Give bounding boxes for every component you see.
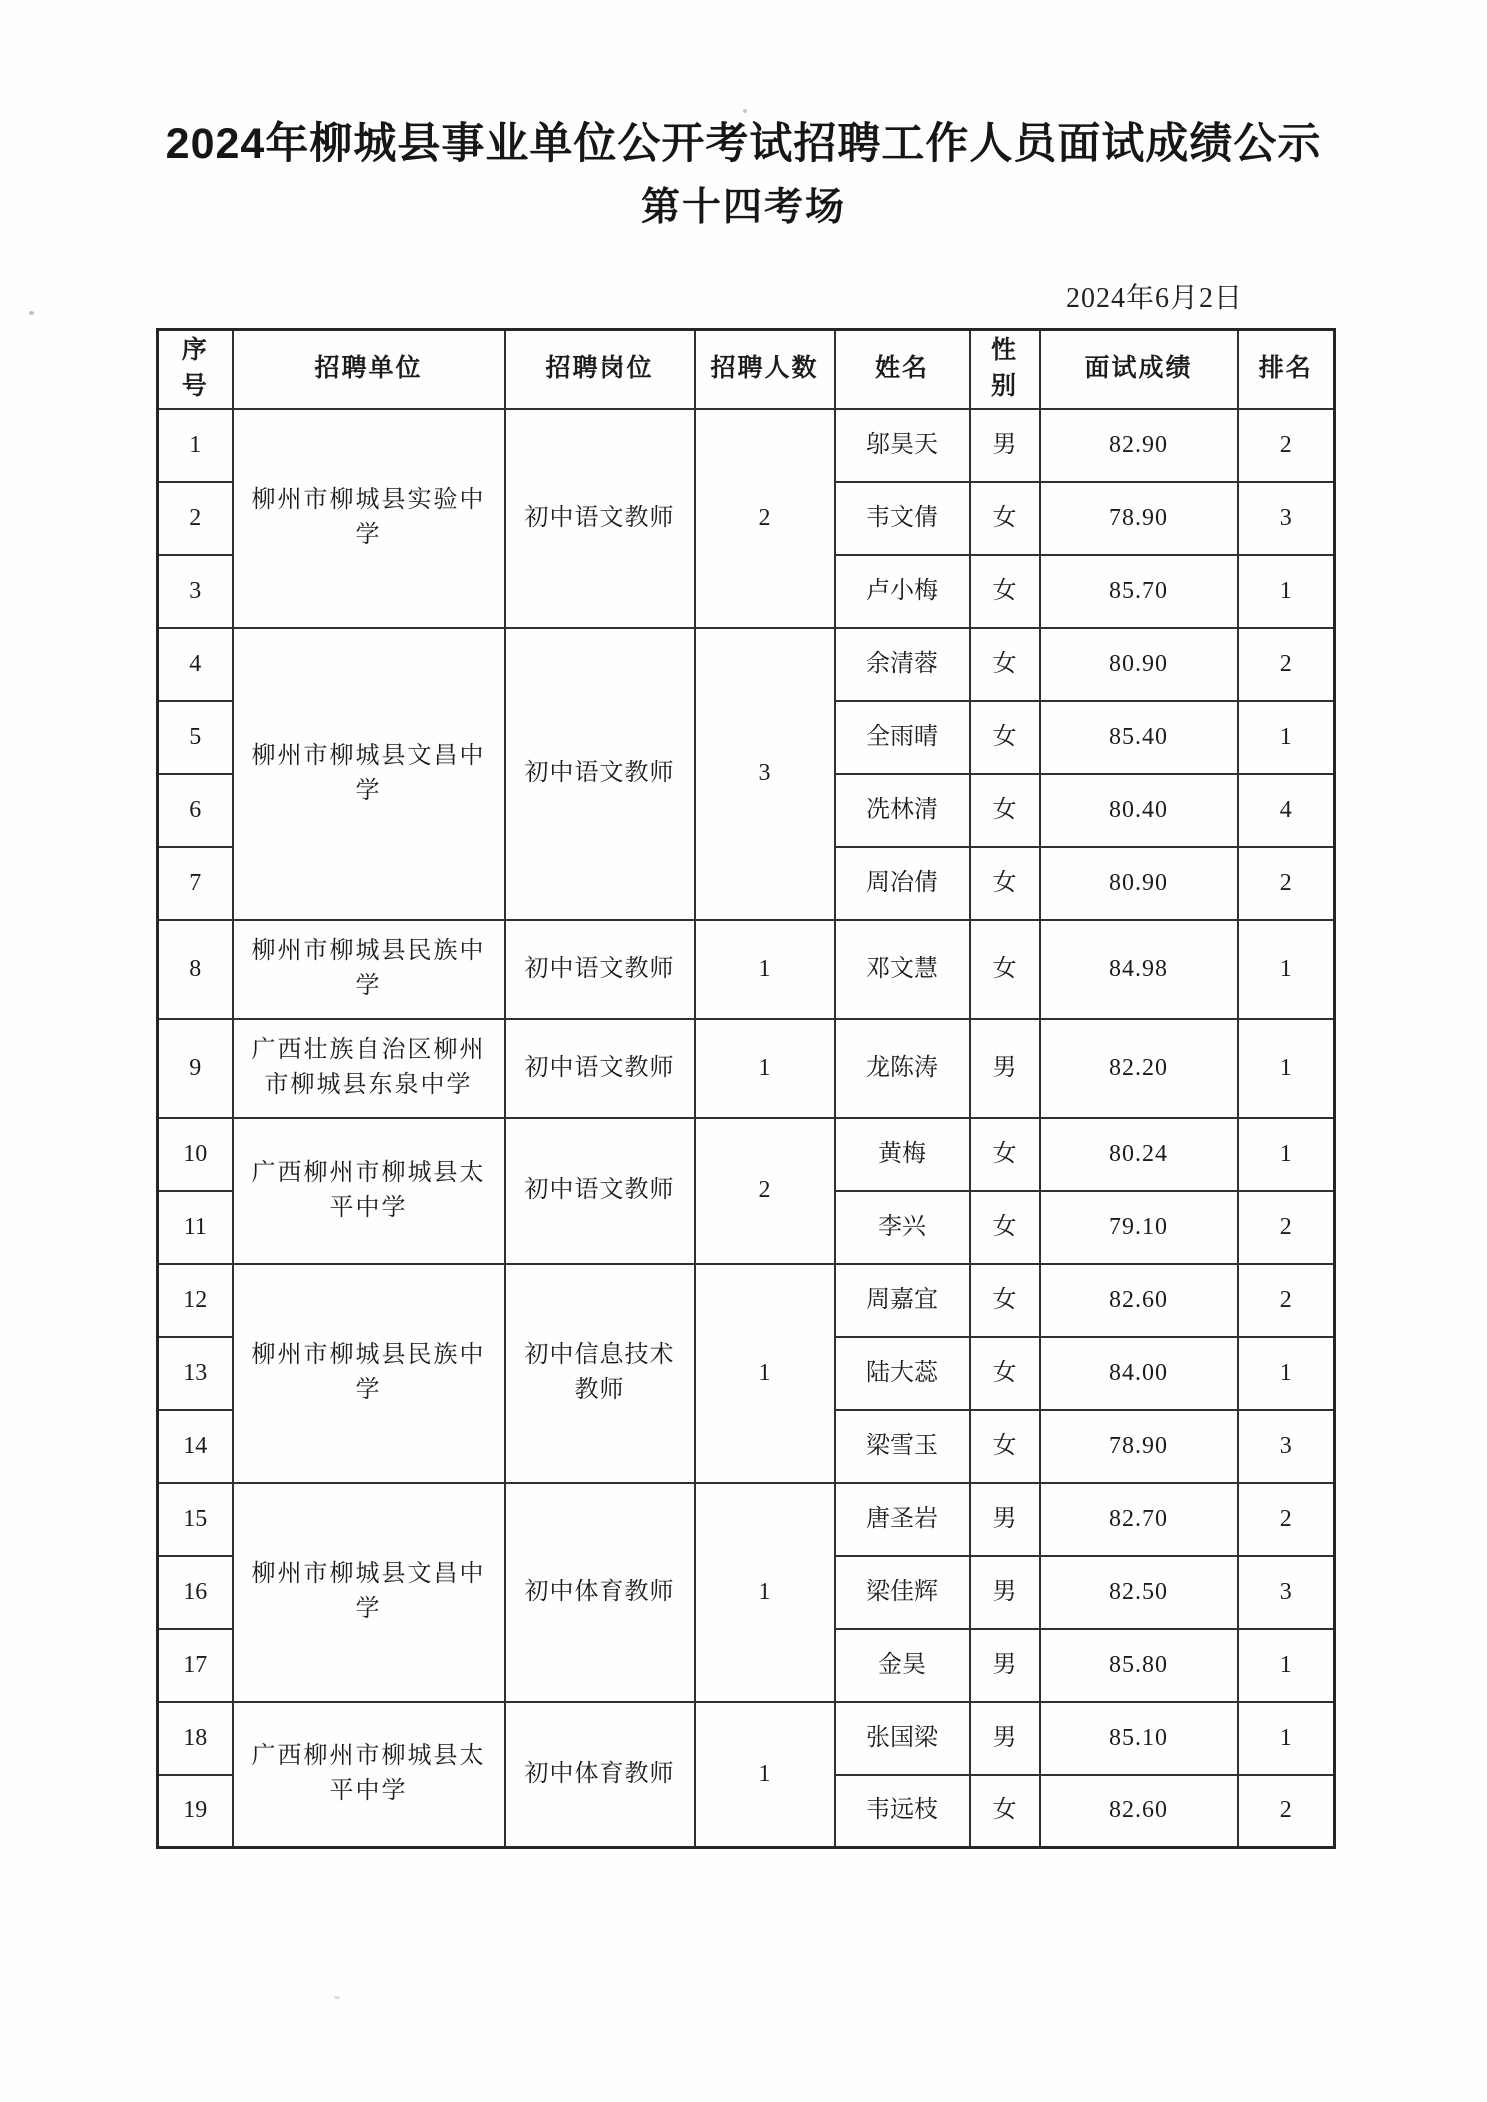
cell-interview-score: 82.70 bbox=[1040, 1483, 1238, 1556]
cell-position: 初中语文教师 bbox=[505, 1118, 695, 1264]
cell-rank: 1 bbox=[1238, 920, 1335, 1019]
table-row bbox=[158, 628, 1335, 701]
cell-serial-number: 12 bbox=[158, 1264, 233, 1337]
cell-recruit-count: 1 bbox=[695, 1019, 835, 1118]
cell-serial-number: 17 bbox=[158, 1629, 233, 1702]
cell-candidate-name: 周冶倩 bbox=[835, 847, 970, 920]
cell-interview-score: 85.10 bbox=[1040, 1702, 1238, 1775]
cell-serial-number: 1 bbox=[158, 409, 233, 482]
cell-gender: 男 bbox=[970, 1556, 1040, 1629]
cell-position: 初中语文教师 bbox=[505, 409, 695, 628]
cell-rank: 3 bbox=[1238, 1556, 1335, 1629]
scan-artifact bbox=[334, 1996, 340, 1999]
cell-interview-score: 82.60 bbox=[1040, 1775, 1238, 1848]
cell-serial-number: 7 bbox=[158, 847, 233, 920]
cell-serial-number: 5 bbox=[158, 701, 233, 774]
cell-candidate-name: 金昊 bbox=[835, 1629, 970, 1702]
cell-rank: 4 bbox=[1238, 774, 1335, 847]
cell-interview-score: 82.50 bbox=[1040, 1556, 1238, 1629]
table-row bbox=[158, 920, 1335, 1019]
cell-interview-score: 80.40 bbox=[1040, 774, 1238, 847]
cell-gender: 女 bbox=[970, 1410, 1040, 1483]
cell-position: 初中体育教师 bbox=[505, 1702, 695, 1848]
document-date: 2024年6月2日 bbox=[1065, 283, 1243, 314]
cell-serial-number: 2 bbox=[158, 482, 233, 555]
cell-recruiting-unit: 柳州市柳城县实验中学 bbox=[233, 409, 505, 628]
cell-serial-number: 18 bbox=[158, 1702, 233, 1775]
cell-position: 初中语文教师 bbox=[505, 920, 695, 1019]
cell-interview-score: 80.24 bbox=[1040, 1118, 1238, 1191]
header-cell-gender: 性别 bbox=[970, 330, 1040, 409]
cell-recruit-count: 2 bbox=[695, 409, 835, 628]
cell-gender: 女 bbox=[970, 1264, 1040, 1337]
cell-rank: 2 bbox=[1238, 1264, 1335, 1337]
table-row bbox=[158, 1019, 1335, 1118]
interview-score-table bbox=[156, 328, 1336, 1849]
cell-gender: 女 bbox=[970, 920, 1040, 1019]
cell-serial-number: 3 bbox=[158, 555, 233, 628]
cell-rank: 1 bbox=[1238, 1702, 1335, 1775]
cell-candidate-name: 余清蓉 bbox=[835, 628, 970, 701]
cell-position: 初中体育教师 bbox=[505, 1483, 695, 1702]
cell-recruiting-unit: 柳州市柳城县民族中学 bbox=[233, 920, 505, 1019]
table-row bbox=[158, 1483, 1335, 1556]
cell-serial-number: 10 bbox=[158, 1118, 233, 1191]
cell-candidate-name: 冼林清 bbox=[835, 774, 970, 847]
cell-rank: 2 bbox=[1238, 1191, 1335, 1264]
header-cell-rank: 排名 bbox=[1238, 330, 1335, 409]
scan-artifact bbox=[29, 311, 34, 315]
cell-position: 初中信息技术教师 bbox=[505, 1264, 695, 1483]
cell-rank: 1 bbox=[1238, 1118, 1335, 1191]
cell-rank: 1 bbox=[1238, 1019, 1335, 1118]
cell-interview-score: 80.90 bbox=[1040, 847, 1238, 920]
cell-recruiting-unit: 广西柳州市柳城县太平中学 bbox=[233, 1118, 505, 1264]
table-row bbox=[158, 1118, 1335, 1191]
cell-serial-number: 8 bbox=[158, 920, 233, 1019]
table-row bbox=[158, 1702, 1335, 1775]
cell-gender: 男 bbox=[970, 409, 1040, 482]
cell-rank: 2 bbox=[1238, 1483, 1335, 1556]
cell-gender: 女 bbox=[970, 774, 1040, 847]
header-cell-score: 面试成绩 bbox=[1040, 330, 1238, 409]
cell-position: 初中语文教师 bbox=[505, 628, 695, 920]
header-cell-unit: 招聘单位 bbox=[233, 330, 505, 409]
cell-candidate-name: 韦远枝 bbox=[835, 1775, 970, 1848]
header-cell-count: 招聘人数 bbox=[695, 330, 835, 409]
cell-serial-number: 14 bbox=[158, 1410, 233, 1483]
cell-candidate-name: 黄梅 bbox=[835, 1118, 970, 1191]
cell-serial-number: 19 bbox=[158, 1775, 233, 1848]
cell-gender: 女 bbox=[970, 1118, 1040, 1191]
table-row bbox=[158, 1264, 1335, 1337]
cell-recruit-count: 1 bbox=[695, 1702, 835, 1848]
cell-gender: 女 bbox=[970, 847, 1040, 920]
cell-gender: 男 bbox=[970, 1483, 1040, 1556]
cell-interview-score: 79.10 bbox=[1040, 1191, 1238, 1264]
cell-rank: 1 bbox=[1238, 1337, 1335, 1410]
cell-interview-score: 85.40 bbox=[1040, 701, 1238, 774]
cell-recruiting-unit: 柳州市柳城县文昌中学 bbox=[233, 628, 505, 920]
cell-interview-score: 85.70 bbox=[1040, 555, 1238, 628]
header-cell-name: 姓名 bbox=[835, 330, 970, 409]
cell-candidate-name: 卢小梅 bbox=[835, 555, 970, 628]
cell-gender: 女 bbox=[970, 1775, 1040, 1848]
cell-rank: 1 bbox=[1238, 1629, 1335, 1702]
cell-recruit-count: 2 bbox=[695, 1118, 835, 1264]
cell-gender: 女 bbox=[970, 1191, 1040, 1264]
cell-recruiting-unit: 柳州市柳城县文昌中学 bbox=[233, 1483, 505, 1702]
cell-interview-score: 82.60 bbox=[1040, 1264, 1238, 1337]
cell-candidate-name: 李兴 bbox=[835, 1191, 970, 1264]
cell-serial-number: 11 bbox=[158, 1191, 233, 1264]
cell-candidate-name: 全雨晴 bbox=[835, 701, 970, 774]
cell-candidate-name: 邓文慧 bbox=[835, 920, 970, 1019]
cell-gender: 男 bbox=[970, 1019, 1040, 1118]
cell-interview-score: 82.20 bbox=[1040, 1019, 1238, 1118]
cell-rank: 3 bbox=[1238, 1410, 1335, 1483]
cell-candidate-name: 梁佳辉 bbox=[835, 1556, 970, 1629]
scan-artifact bbox=[743, 109, 747, 113]
cell-serial-number: 16 bbox=[158, 1556, 233, 1629]
cell-interview-score: 78.90 bbox=[1040, 1410, 1238, 1483]
cell-candidate-name: 龙陈涛 bbox=[835, 1019, 970, 1118]
cell-serial-number: 9 bbox=[158, 1019, 233, 1118]
header-cell-no: 序号 bbox=[158, 330, 233, 409]
cell-recruit-count: 1 bbox=[695, 920, 835, 1019]
cell-candidate-name: 张国梁 bbox=[835, 1702, 970, 1775]
cell-gender: 男 bbox=[970, 1702, 1040, 1775]
table-body bbox=[158, 409, 1335, 1848]
cell-recruit-count: 1 bbox=[695, 1483, 835, 1702]
cell-rank: 1 bbox=[1238, 555, 1335, 628]
cell-candidate-name: 陆大蕊 bbox=[835, 1337, 970, 1410]
cell-interview-score: 85.80 bbox=[1040, 1629, 1238, 1702]
cell-recruit-count: 3 bbox=[695, 628, 835, 920]
exam-room-subtitle: 第十四考场 bbox=[640, 186, 846, 229]
cell-recruiting-unit: 广西壮族自治区柳州市柳城县东泉中学 bbox=[233, 1019, 505, 1118]
cell-interview-score: 80.90 bbox=[1040, 628, 1238, 701]
cell-recruiting-unit: 柳州市柳城县民族中学 bbox=[233, 1264, 505, 1483]
cell-rank: 2 bbox=[1238, 628, 1335, 701]
cell-interview-score: 78.90 bbox=[1040, 482, 1238, 555]
cell-gender: 女 bbox=[970, 628, 1040, 701]
cell-candidate-name: 邬昊天 bbox=[835, 409, 970, 482]
header-cell-position: 招聘岗位 bbox=[505, 330, 695, 409]
cell-gender: 女 bbox=[970, 555, 1040, 628]
cell-interview-score: 84.98 bbox=[1040, 920, 1238, 1019]
cell-interview-score: 84.00 bbox=[1040, 1337, 1238, 1410]
cell-candidate-name: 韦文倩 bbox=[835, 482, 970, 555]
table-row bbox=[158, 409, 1335, 482]
cell-gender: 男 bbox=[970, 1629, 1040, 1702]
cell-gender: 女 bbox=[970, 701, 1040, 774]
cell-rank: 2 bbox=[1238, 1775, 1335, 1848]
page-title: 2024年柳城县事业单位公开考试招聘工作人员面试成绩公示 bbox=[165, 120, 1322, 168]
cell-rank: 1 bbox=[1238, 701, 1335, 774]
cell-candidate-name: 唐圣岩 bbox=[835, 1483, 970, 1556]
table-header-row bbox=[158, 330, 1335, 409]
cell-gender: 女 bbox=[970, 1337, 1040, 1410]
cell-gender: 女 bbox=[970, 482, 1040, 555]
cell-candidate-name: 梁雪玉 bbox=[835, 1410, 970, 1483]
cell-interview-score: 82.90 bbox=[1040, 409, 1238, 482]
cell-rank: 2 bbox=[1238, 409, 1335, 482]
cell-rank: 3 bbox=[1238, 482, 1335, 555]
cell-recruiting-unit: 广西柳州市柳城县太平中学 bbox=[233, 1702, 505, 1848]
cell-position: 初中语文教师 bbox=[505, 1019, 695, 1118]
cell-recruit-count: 1 bbox=[695, 1264, 835, 1483]
cell-serial-number: 15 bbox=[158, 1483, 233, 1556]
cell-rank: 2 bbox=[1238, 847, 1335, 920]
cell-serial-number: 13 bbox=[158, 1337, 233, 1410]
cell-candidate-name: 周嘉宜 bbox=[835, 1264, 970, 1337]
cell-serial-number: 4 bbox=[158, 628, 233, 701]
cell-serial-number: 6 bbox=[158, 774, 233, 847]
